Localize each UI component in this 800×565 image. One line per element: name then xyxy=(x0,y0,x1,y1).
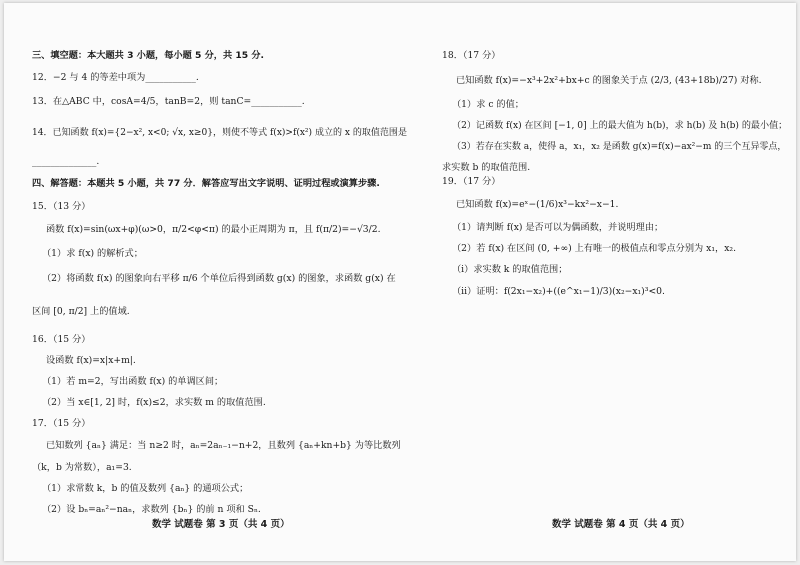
question-19-part1: （1）请判断 f(x) 是否可以为偶函数，并说明理由； xyxy=(452,222,664,233)
exam-sheet xyxy=(4,3,796,561)
question-18-stem: 已知函数 f(x)=−x³+2x²+bx+c 的图象关于点 (2/3, (43+18b)/27) 对称. xyxy=(456,75,762,86)
question-18-part1: （1）求 c 的值； xyxy=(452,99,524,110)
question-13: 13．在△ABC 中，cosA=4/5，tanB=2，则 tanC=___________. xyxy=(32,96,305,107)
question-16-part1: （1）若 m=2，写出函数 f(x) 的单调区间； xyxy=(42,376,224,387)
section4-header: 四、解答题：本题共 5 小题，共 77 分．解答应写出文字说明、证明过程或演算步骤. xyxy=(32,178,380,189)
question-18-part3: （3）若存在实数 a，使得 a，x₁，x₂ 是函数 g(x)=f(x)−ax²−m 的三个互异零点， xyxy=(452,141,787,152)
question-17-number: 17．（15 分） xyxy=(32,418,91,429)
question-15-number: 15．（13 分） xyxy=(32,201,91,212)
question-17-part2: （2）设 bₙ=aₙ²−naₙ，求数列 {bₙ} 的前 n 项和 Sₙ. xyxy=(42,504,261,515)
footer-page-3: 数学 试题卷 第 3 页（共 4 页） xyxy=(152,519,290,530)
question-17-stem-cont: （k，b 为常数），a₁=3. xyxy=(32,462,132,473)
question-16-number: 16．（15 分） xyxy=(32,334,91,345)
section3-header: 三、填空题：本大题共 3 小题，每小题 5 分，共 15 分. xyxy=(32,50,265,61)
question-19-part2: （2）若 f(x) 在区间 (0, +∞) 上有唯一的极值点和零点分别为 x₁，x₂. xyxy=(452,243,736,254)
question-19-number: 19．（17 分） xyxy=(442,176,501,187)
question-14: 14．已知函数 f(x)={2−x², x<0; √x, x≥0}，则使不等式 f(x)>f(x²) 成立的 x 的取值范围是 xyxy=(32,127,407,138)
question-18-number: 18．（17 分） xyxy=(442,50,501,61)
question-16-part2: （2）当 x∈[1, 2] 时，f(x)≤2，求实数 m 的取值范围. xyxy=(42,397,266,408)
question-15-stem: 函数 f(x)=sin(ωx+φ)(ω>0，π/2<φ<π) 的最小正周期为 π，且 f(π/2)=−√3/2. xyxy=(46,224,381,235)
question-14-blank: ______________. xyxy=(32,156,100,167)
question-17-part1: （1）求常数 k，b 的值及数列 {aₙ} 的通项公式； xyxy=(42,483,249,494)
question-17-stem: 已知数列 {aₙ} 满足：当 n≥2 时，aₙ=2aₙ₋₁−n+2，且数列 {aₙ+kn+b} 为等比数列 xyxy=(46,440,401,451)
question-18-part3-cont: 求实数 b 的取值范围. xyxy=(442,162,531,173)
question-19-part2-ii: （ii）证明：f(2x₁−x₂)+((e^x₁−1)/3)(x₂−x₁)³<0. xyxy=(452,286,665,297)
question-15-part2-cont: 区间 [0, π/2] 上的值域. xyxy=(32,306,130,317)
question-15-part2: （2）将函数 f(x) 的图象向右平移 π/6 个单位后得到函数 g(x) 的图象，求函数 g(x) 在 xyxy=(42,273,396,284)
question-19-part2-i: （i）求实数 k 的取值范围； xyxy=(452,264,568,275)
footer-page-4: 数学 试题卷 第 4 页（共 4 页） xyxy=(552,519,690,530)
question-12: 12．−2 与 4 的等差中项为___________. xyxy=(32,72,199,83)
question-16-stem: 设函数 f(x)=x|x+m|. xyxy=(46,355,136,366)
question-19-stem: 已知函数 f(x)=eˣ−(1/6)x³−kx²−x−1. xyxy=(456,199,619,210)
question-15-part1: （1）求 f(x) 的解析式； xyxy=(42,248,143,259)
question-18-part2: （2）记函数 f(x) 在区间 [−1, 0] 上的最大值为 h(b)，求 h(b) 及 h(b) 的最小值； xyxy=(452,120,788,131)
